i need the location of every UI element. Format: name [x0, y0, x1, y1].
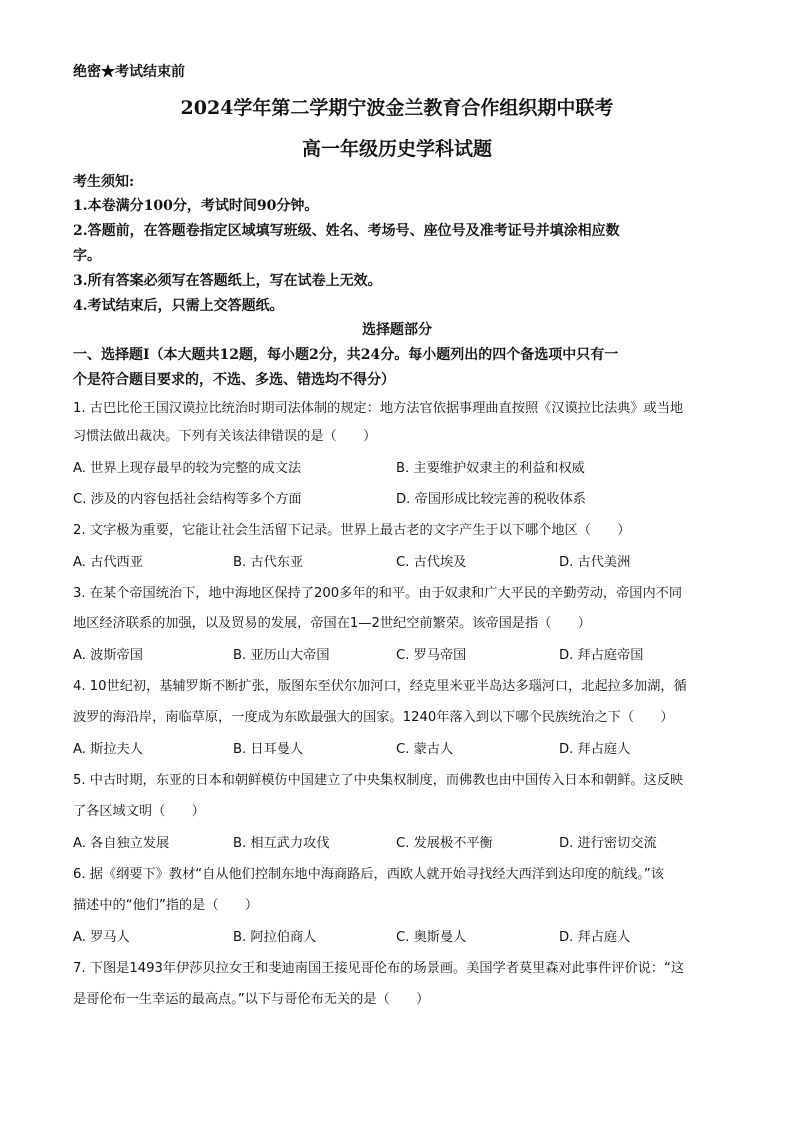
question-6-text: 描述中的“他们”指的是（ ）: [73, 898, 259, 913]
question-1-option-b: B. 主要维护奴隶主的利益和权威: [396, 461, 585, 476]
question-7-text: 7. 下图是1493年伊莎贝拉女王和斐迪南国王接见哥伦布的场景画。美国学者莫里森对此事件评价说：“这: [73, 961, 685, 976]
exam-title: 2024学年第二学期宁波金兰教育合作组织期中联考: [180, 97, 614, 119]
question-2-option-a: A. 古代西亚: [73, 555, 143, 570]
notice-item: 3.所有答案必须写在答题纸上，写在试卷上无效。: [73, 273, 382, 289]
question-4-text: 4. 10世纪初，基辅罗斯不断扩张，版图东至伏尔加河口，经克里米亚半岛达多瑙河口，北起拉多加湖，循: [73, 679, 687, 694]
question-4-option-b: B. 日耳曼人: [233, 742, 304, 757]
question-1-option-a: A. 世界上现存最早的较为完整的成文法: [73, 461, 302, 476]
question-5-text: 了各区域文明（ ）: [73, 804, 205, 819]
question-5-option-b: B. 相互武力攻伐: [233, 836, 330, 851]
question-1-text: 习惯法做出裁决。下列有关该法律错误的是（ ）: [73, 429, 377, 444]
question-1-option-d: D. 帝国形成比较完善的税收体系: [396, 492, 586, 507]
question-3-option-a: A. 波斯帝国: [73, 648, 143, 663]
question-5-text: 5. 中古时期，东亚的日本和朝鲜模仿中国建立了中央集权制度，而佛教也由中国传入日本和朝鲜。这反映: [73, 773, 684, 788]
question-4-text: 波罗的海沿岸，南临草原，一度成为东欧最强大的国家。1240年落入到以下哪个民族统治之下（ ）: [73, 710, 674, 725]
question-2-option-b: B. 古代东亚: [233, 555, 304, 570]
question-4-option-a: A. 斯拉夫人: [73, 742, 143, 757]
notice-item: 4.考试结束后，只需上交答题纸。: [73, 298, 284, 314]
section-title: 选择题部分: [362, 322, 432, 338]
question-5-option-a: A. 各自独立发展: [73, 836, 170, 851]
question-1-option-c: C. 涉及的内容包括社会结构等多个方面: [73, 492, 302, 507]
question-6-option-d: D. 拜占庭人: [559, 930, 631, 945]
notice-item: 字。: [73, 248, 101, 264]
notice-heading: 考生须知:: [73, 174, 135, 190]
question-2-text: 2. 文字极为重要，它能让社会生活留下记录。世界上最古老的文字产生于以下哪个地区（ ）: [73, 523, 631, 538]
question-1-text: 1. 古巴比伦王国汉谟拉比统治时期司法体制的规定：地方法官依据事理曲直按照《汉谟拉比法典》或当地: [73, 401, 684, 416]
question-3-text: 地区经济联系的加强，以及贸易的发展，帝国在1—2世纪空前繁荣。该帝国是指（ ）: [73, 616, 591, 631]
confidential-label: 绝密★考试结束前: [73, 64, 185, 80]
question-2-option-d: D. 古代美洲: [559, 555, 631, 570]
question-5-option-c: C. 发展极不平衡: [396, 836, 493, 851]
question-5-option-d: D. 进行密切交流: [559, 836, 657, 851]
question-2-option-c: C. 古代埃及: [396, 555, 467, 570]
section-instruction: 一、选择题Ⅰ（本大题共12题，每小题2分，共24分。每小题列出的四个备选项中只有一: [73, 347, 619, 363]
question-6-option-b: B. 阿拉伯商人: [233, 930, 317, 945]
question-4-option-c: C. 蒙古人: [396, 742, 454, 757]
question-6-option-c: C. 奥斯曼人: [396, 930, 467, 945]
question-6-text: 6. 据《纲要下》教材“自从他们控制东地中海商路后，西欧人就开始寻找经大西洋到达印度的航线。”该: [73, 867, 664, 882]
notice-item: 1.本卷满分100分，考试时间90分钟。: [73, 198, 319, 214]
exam-subtitle: 高一年级历史学科试题: [301, 138, 492, 160]
notice-item: 2.答题前，在答题卷指定区域填写班级、姓名、考场号、座位号及准考证号并填涂相应数: [73, 223, 620, 239]
question-3-option-c: C. 罗马帝国: [396, 648, 467, 663]
question-3-option-b: B. 亚历山大帝国: [233, 648, 330, 663]
question-3-option-d: D. 拜占庭帝国: [559, 648, 644, 663]
question-4-option-d: D. 拜占庭人: [559, 742, 631, 757]
section-instruction: 个是符合题目要求的，不选、多选、错选均不得分）: [73, 372, 395, 388]
question-7-text: 是哥伦布一生幸运的最高点。”以下与哥伦布无关的是（ ）: [73, 992, 430, 1007]
question-3-text: 3. 在某个帝国统治下，地中海地区保持了200多年的和平。由于奴隶和广大平民的辛勤劳动，帝国内不同: [73, 586, 683, 601]
question-6-option-a: A. 罗马人: [73, 930, 130, 945]
